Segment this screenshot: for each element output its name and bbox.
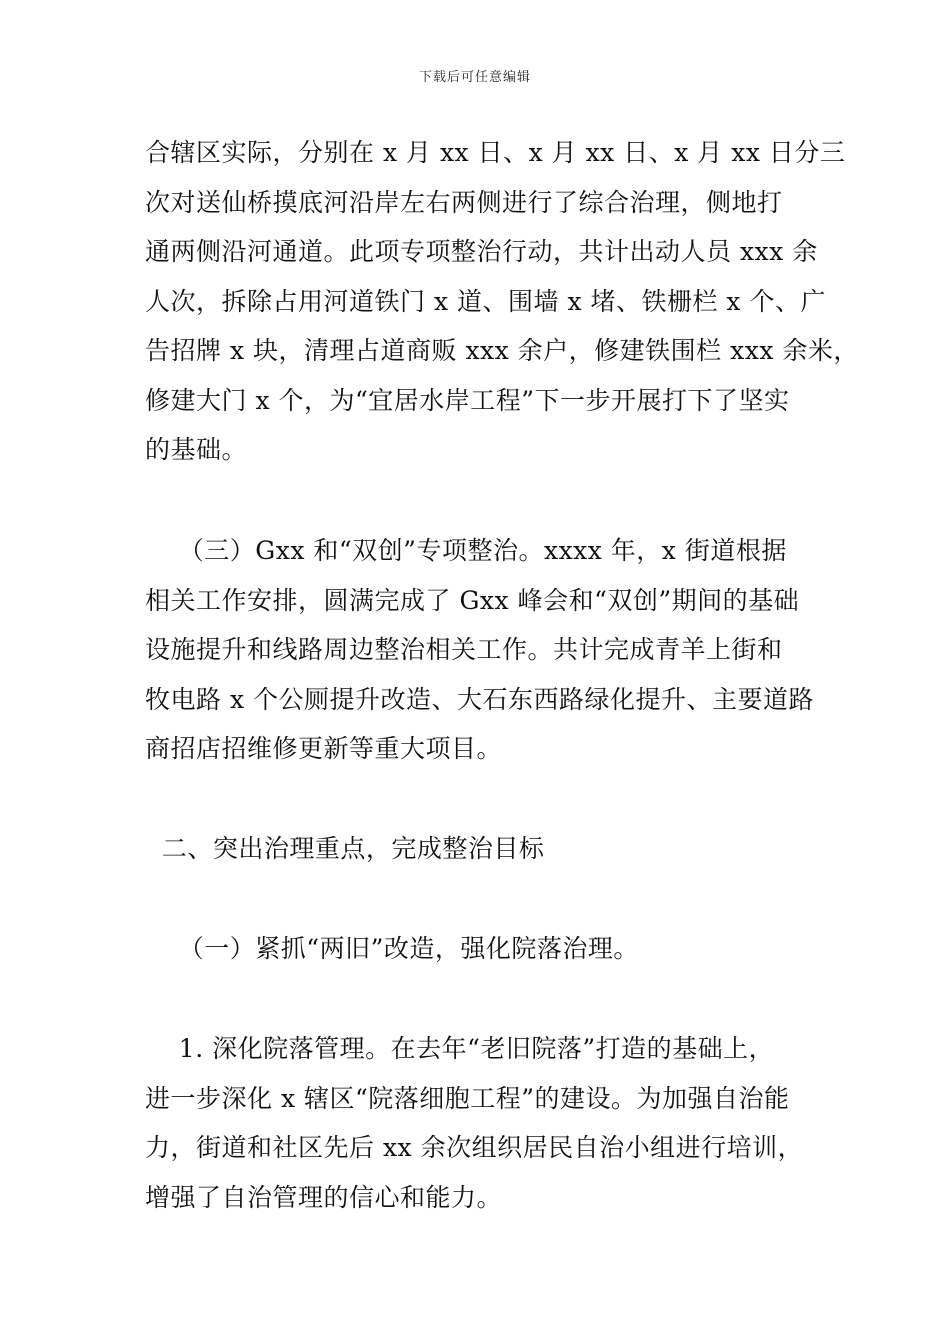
text-line: 通两侧沿河通道。此项专项整治行动，共计出动人员 xxx 余: [145, 237, 818, 266]
text-line: 商招店招维修更新等重大项目。: [145, 734, 503, 763]
text-line: 相关工作安排，圆满完成了 Gxx 峰会和“双创”期间的基础: [145, 585, 800, 615]
text-line: 的基础。: [145, 435, 248, 464]
text-line: 修建大门 x 个，为“宜居水岸工程”下一步开展打下了坚实: [145, 385, 790, 415]
text-line: 合辖区实际，分别在 x 月 xx 日、x 月 xx 日、x 月 xx 日分三: [145, 138, 846, 167]
paragraph-2: [145, 526, 825, 774]
heading-line: 二、突出治理重点，完成整治目标: [145, 834, 545, 863]
text-line: （三）Gxx 和“双创”专项整治。xxxx 年，x 街道根据: [145, 536, 787, 565]
text-line: 次对送仙桥摸底河沿岸左右两侧进行了综合治理，侧地打: [145, 187, 783, 217]
paragraph-5: [145, 1024, 825, 1222]
text-line: 设施提升和线路周边整治相关工作。共计完成青羊上街和: [145, 635, 783, 664]
page-header: 下载后可任意编辑: [418, 70, 531, 85]
text-line: 增强了自治管理的信心和能力。: [145, 1182, 503, 1212]
text-line: 1. 深化院落管理。在去年“老旧院落”打造的基础上，: [145, 1034, 775, 1063]
text-line: 告招牌 x 块，清理占道商贩 xxx 余户，修建铁围栏 xxx 余米，: [145, 336, 859, 365]
text-line: 力，街道和社区先后 xx 余次组织居民自治小组进行培训，: [145, 1133, 804, 1162]
heading-line: （一）紧抓“两旧”改造，强化院落治理。: [145, 934, 639, 963]
paragraph-1: [145, 128, 859, 475]
text-line: 牧电路 x 个公厕提升改造、大石东西路绿化提升、主要道路: [145, 684, 814, 714]
subsection-heading: [145, 924, 825, 974]
section-heading: [145, 824, 825, 874]
text-line: 人次，拆除占用河道铁门 x 道、围墙 x 堵、铁栅栏 x 个、广: [145, 286, 826, 316]
text-line: 进一步深化 x 辖区“院落细胞工程”的建设。为加强自治能: [145, 1083, 790, 1113]
